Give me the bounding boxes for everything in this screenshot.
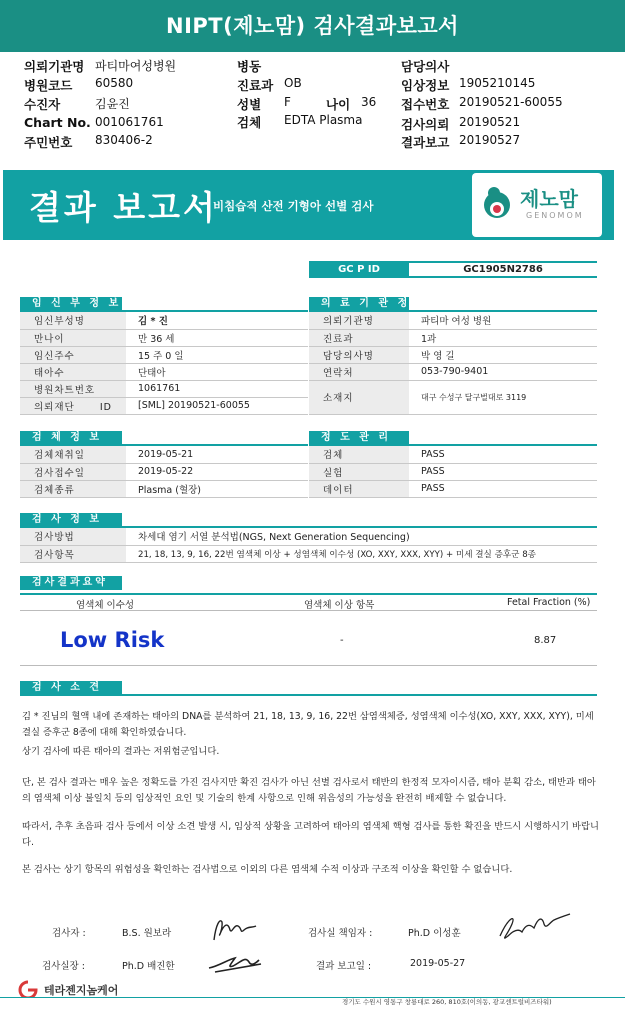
info-label: 진료과 <box>237 78 274 93</box>
row-label: 검사접수일 <box>20 463 126 480</box>
row-value: 15 주 0 일 <box>126 346 308 363</box>
info-value: 20190521 <box>459 115 521 129</box>
row-value: [SML] 20190521-60055 <box>126 397 308 414</box>
info-label: 병원코드 <box>24 78 73 93</box>
info-value: 김윤진 <box>95 97 130 111</box>
info-value: OB <box>284 76 302 90</box>
banner-subtitle: 비침습적 산전 기형아 선별 검사 <box>213 199 374 213</box>
tester-name: B.S. 원보라 <box>122 928 172 939</box>
info-value: 60580 <box>95 76 134 90</box>
row-label: 실험 <box>309 463 409 480</box>
row-label: 데이터 <box>309 480 409 497</box>
info-value: EDTA Plasma <box>284 113 363 127</box>
info-label: Chart No. <box>24 115 91 130</box>
table-row <box>20 363 308 380</box>
section-institution-title: 의 료 기 관 정 보 <box>309 297 409 311</box>
summary-header <box>20 593 597 611</box>
info-value: 830406-2 <box>95 133 153 147</box>
row-label: 병원차트번호 <box>20 380 126 397</box>
info-label: 접수번호 <box>401 97 450 112</box>
row-value: 대구 수성구 달구벌대로 3119 <box>409 380 597 414</box>
header-info <box>0 52 625 162</box>
table-row <box>20 480 308 497</box>
section-summary-title: 검사결과요약 <box>20 576 122 590</box>
table-row <box>309 380 597 414</box>
director-label: 검사실장 : <box>42 961 85 972</box>
table-row <box>20 397 308 414</box>
finding-paragraph: 단, 본 검사 결과는 매우 높은 정확도를 가진 검사지만 확진 검사가 아닌 선별 검사로서 태반의 한정적 모자이시즘, 태아 분획 감소, 태반과 태아의 염색체 이상 불일치 등의 임상적인 요인 및 기술의 한계 사항으로 인해 위음성의 가능성을 완전히 배제할 수 없습니다. <box>22 777 596 804</box>
summary-col-aneuploidy: 염색체 이수성 <box>76 600 135 611</box>
qc-table <box>309 446 597 498</box>
row-label: 임신부성명 <box>20 312 126 329</box>
info-label: 주민번호 <box>24 135 73 150</box>
info-value: 20190521-60055 <box>459 95 563 109</box>
row-value: 파티마 여성 병원 <box>409 312 597 329</box>
table-row <box>20 446 308 463</box>
row-label: 만나이 <box>20 329 126 346</box>
table-row <box>309 480 597 497</box>
institution-table <box>309 312 597 415</box>
gcpid-value: GC1905N2786 <box>409 261 597 278</box>
info-value: 001061761 <box>95 115 164 129</box>
info-value: 파티마여성병원 <box>95 59 177 73</box>
info-value: F <box>284 95 291 109</box>
company-name: 테라젠지놈케어 <box>44 984 119 997</box>
info-label: 의뢰기관명 <box>24 59 85 74</box>
abnormal-value: - <box>340 635 344 646</box>
summary-divider <box>20 665 597 666</box>
section-pregnant-title: 임 신 부 정 보 <box>20 297 122 311</box>
section-test-title: 검 사 정 보 <box>20 513 122 527</box>
row-label: 담당의사명 <box>309 346 409 363</box>
report-title: NIPT(제노맘) 검사결과보고서 <box>0 0 625 52</box>
banner-title: 결과 보고서 <box>29 188 218 227</box>
section-findings-title: 검 사 소 견 <box>20 681 122 695</box>
finding-paragraph: 따라서, 추후 초음파 검사 등에서 이상 소견 발생 시, 임상적 상황을 고려하여 태아의 염색체 핵형 검사를 통한 확진을 반드시 시행하시기 바랍니다. <box>22 821 599 848</box>
row-value: 1과 <box>409 329 597 346</box>
lab-chief-label: 검사실 책임자 : <box>308 928 373 939</box>
finding-paragraph: 상기 검사에 따른 태아의 결과는 저위험군입니다. <box>22 746 220 757</box>
info-label: 수진자 <box>24 97 61 112</box>
report-date-value: 2019-05-27 <box>410 958 466 969</box>
info-label: 병동 <box>237 59 262 74</box>
info-label: 검체 <box>237 115 262 130</box>
info-label: 나이 <box>326 97 351 112</box>
company-address: 경기도 수원시 영통구 창룡대로 260, 810호(이의동, 광교센트럴비즈타워) <box>342 998 552 1006</box>
table-row <box>20 545 597 562</box>
lab-chief-name: Ph.D 이성훈 <box>408 928 461 939</box>
logo-subtext: GENOMOM <box>526 211 584 220</box>
row-label: 검체 <box>309 446 409 463</box>
tester-signature <box>208 912 268 946</box>
row-label: 태아수 <box>20 363 126 380</box>
row-label: 의뢰재단 ID <box>20 397 126 414</box>
row-value: 만 36 세 <box>126 329 308 346</box>
info-label: 검사의뢰 <box>401 117 450 132</box>
risk-result: Low Risk <box>60 628 165 652</box>
info-value: 36 <box>361 95 377 109</box>
table-row <box>309 463 597 480</box>
table-row <box>20 380 308 397</box>
row-value: 21, 18, 13, 9, 16, 22번 염색체 이상 + 성염색체 이수성 (XO, XXY, XXX, XYY) + 미세 결실 증후군 8종 <box>126 545 597 562</box>
row-value: PASS <box>409 480 597 497</box>
table-row <box>20 463 308 480</box>
row-value: 2019-05-22 <box>126 463 308 480</box>
table-row <box>309 346 597 363</box>
row-value: 053-790-9401 <box>409 363 597 380</box>
fetal-fraction-value: 8.87 <box>534 635 557 646</box>
director-name: Ph.D 배진한 <box>122 961 175 972</box>
row-label: 검사항목 <box>20 545 126 562</box>
tester-label: 검사자 : <box>52 928 86 939</box>
table-row <box>20 346 308 363</box>
row-value: 단태아 <box>126 363 308 380</box>
summary-col-ff: Fetal Fraction (%) <box>507 597 591 608</box>
row-value: 1061761 <box>126 380 308 397</box>
genomom-logo <box>472 173 602 237</box>
row-label: 검사방법 <box>20 528 126 545</box>
table-row <box>20 312 308 329</box>
info-label: 성별 <box>237 97 262 112</box>
finding-paragraph: 김 * 진님의 혈액 내에 존재하는 태아의 DNA를 분석하여 21, 18, 13, 9, 16, 22번 삼염색체증, 성염색체 이수성(XO, XXY, XXX, XYY), 미세 결실 증후군 8종에 대해 확인하였습니다. <box>22 711 594 738</box>
gcpid-label: GC P ID <box>309 261 409 278</box>
info-value: 20190527 <box>459 133 521 147</box>
test-table <box>20 528 597 563</box>
table-row <box>309 446 597 463</box>
row-label: 소재지 <box>309 380 409 414</box>
logo-text: 제노맘 <box>520 187 578 211</box>
row-value: 김 * 진 <box>126 312 308 329</box>
row-value: PASS <box>409 446 597 463</box>
row-value: 차세대 염기 서열 분석법(NGS, Next Generation Sequencing) <box>126 528 597 545</box>
row-label: 연락처 <box>309 363 409 380</box>
terragen-logo-icon <box>16 980 40 998</box>
lab-chief-signature <box>494 910 574 946</box>
row-label: 진료과 <box>309 329 409 346</box>
section-qc-title: 정 도 관 리 <box>309 431 409 445</box>
info-value: 1905210145 <box>459 76 536 90</box>
row-value: Plasma (혈장) <box>126 480 308 497</box>
info-label: 담당의사 <box>401 59 450 74</box>
row-value: PASS <box>409 463 597 480</box>
pregnant-table <box>20 312 308 415</box>
table-row <box>309 329 597 346</box>
info-label: 임상정보 <box>401 78 450 93</box>
table-row <box>309 312 597 329</box>
section-divider <box>20 694 597 696</box>
director-signature <box>205 946 267 976</box>
row-label: 검체채취일 <box>20 446 126 463</box>
result-banner <box>3 170 614 240</box>
row-label: 검체종류 <box>20 480 126 497</box>
row-value: 2019-05-21 <box>126 446 308 463</box>
table-row <box>20 329 308 346</box>
section-specimen-title: 검 체 정 보 <box>20 431 122 445</box>
table-row <box>309 363 597 380</box>
summary-col-abnormal: 염색체 이상 항목 <box>304 600 375 611</box>
table-row <box>20 528 597 545</box>
row-value: 박 영 길 <box>409 346 597 363</box>
genomom-logo-icon <box>480 185 514 223</box>
row-label: 임신주수 <box>20 346 126 363</box>
specimen-table <box>20 446 308 498</box>
report-date-label: 결과 보고일 : <box>316 961 372 972</box>
row-label: 의뢰기관명 <box>309 312 409 329</box>
finding-paragraph: 본 검사는 상기 항목의 위험성을 확인하는 검사법으로 이외의 다른 염색체 수적 이상과 구조적 이상을 확인할 수 없습니다. <box>22 864 513 875</box>
info-label: 결과보고 <box>401 135 450 150</box>
